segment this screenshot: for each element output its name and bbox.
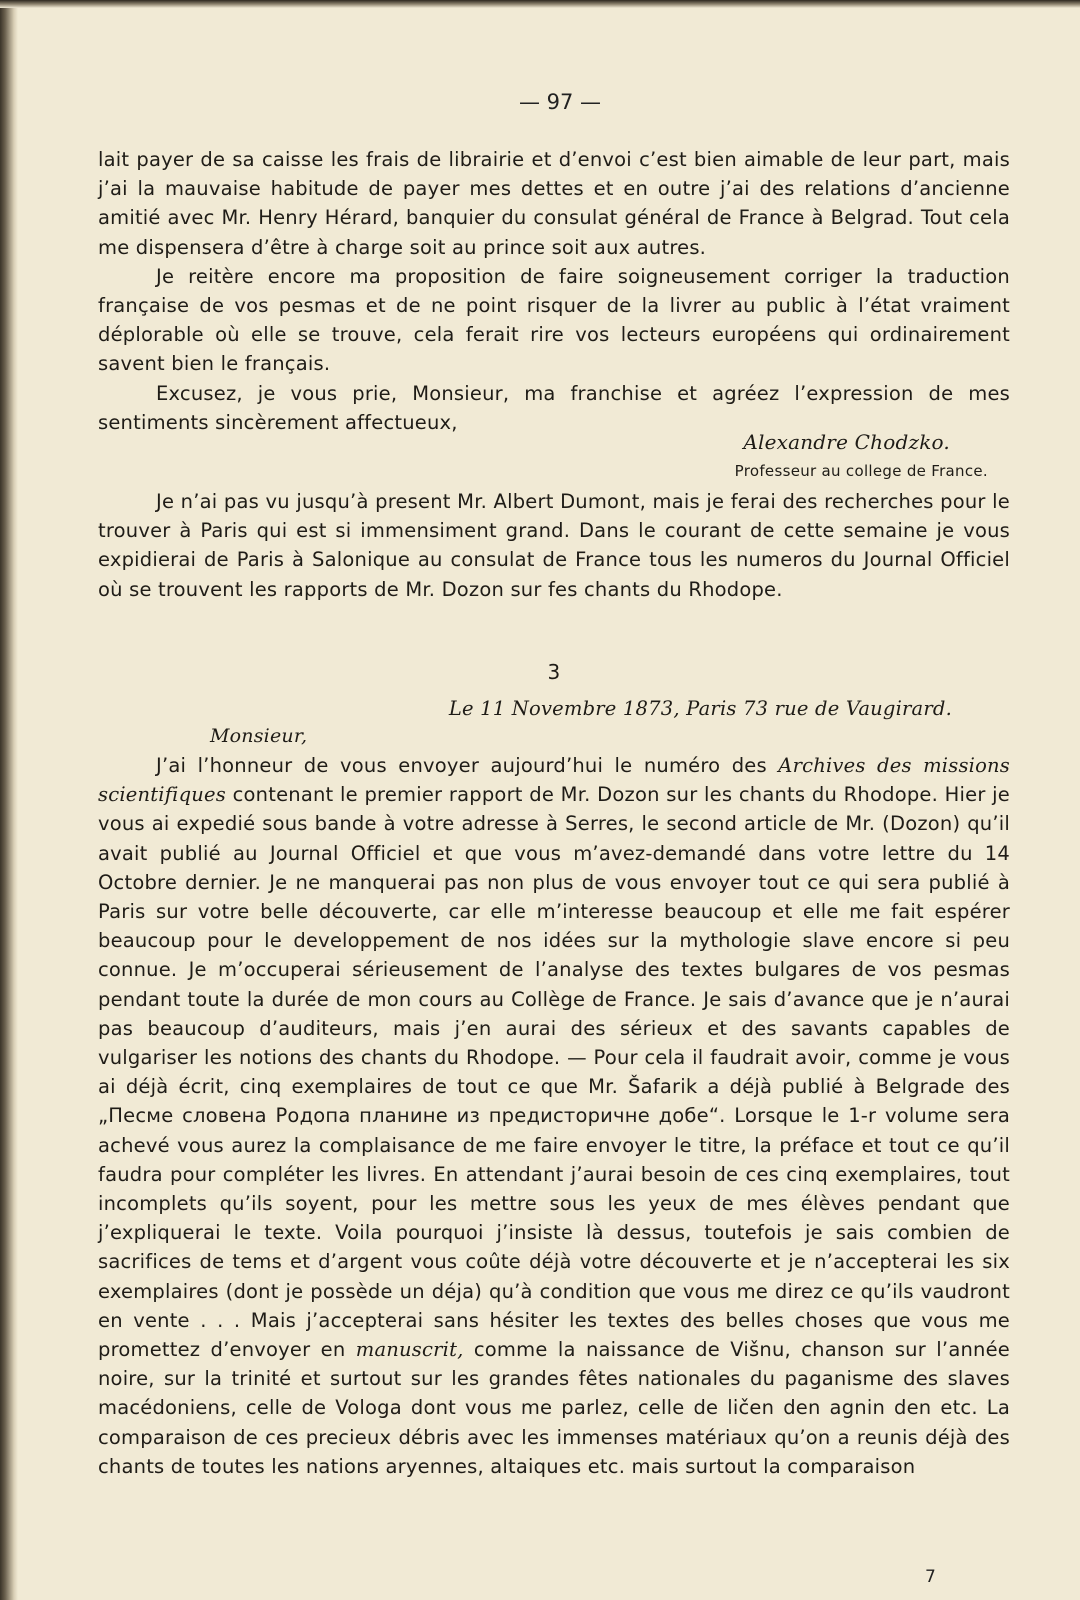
salutation: Monsieur,	[210, 725, 308, 747]
sheet-number: 7	[925, 1567, 936, 1587]
postscript	[98, 487, 1010, 604]
page-number: — 97 —	[518, 90, 602, 114]
signature-title: Professeur au college de France.	[734, 462, 988, 480]
letter-body	[98, 751, 1010, 1481]
paragraph-5-middle: contenant le premier rapport de Mr. Dozon sur les chants du Rhodope. Hier je vous ai expedié sous bande à votre adresse à Serres, le second article de Mr. (Dozon) qu’il avait publié au Journal Officiel et que vous m’avez-demandé dans votre lettre du 14 Octobre dernier. Je ne manquerai pas non plus de vous envoyer tout ce qui sera publié à Paris sur votre belle découverte, car elle m’interesse beaucoup et elle me fait espérer beaucoup pour le developpement de nos idées sur la mythologie slave encore si peu connue. Je m’occuperai sérieusement de l’analyse des textes bulgares de vos pesmas pendant toute la durée de mon cours au Collège de France. Je sais d’avance que je n’aurai pas beaucoup d’auditeurs, mais j’en aurai des sérieux et des savants capables de vulgariser les notions des chants du Rhodope. — Pour cela il faudrait avoir, comme je vous ai déjà écrit, cinq exemplaires de tout ce que Mr. Šafarik a déjà publié à Belgrade des „Песме словена Родопа планине из предисторичне добе“. Lorsque le 1-r volume sera achevé vous aurez la complaisance de me faire envoyer le titre, la préface et tout ce qu’il faudra pour compléter les livres. En attendant j’aurai besoin de ces cinq exemplaires, tout incomplets qu’ils soyent, pour les mettre sous les yeux de mes élèves pendant que j’expliquerai le texte. Voila pourquoi j’insiste là dessus, toutefois je sais combien de sacrifices de tems et d’argent vous coûte déjà votre découverte et je n’accepterai les six exemplaires (dont je possède un déja) qu’à condition que vous me direz ce qu’ils vaudront en vente . . . Mais j’accepterai sans hésiter les textes des belles choses que vous me promettez d’envoyer en	[98, 783, 1010, 1362]
paragraph-3: Excusez, je vous prie, Monsieur, ma franchise et agréez l’expression de mes sentiments sincèrement affectueux,	[98, 381, 1010, 434]
signature: Alexandre Chodzko.	[743, 430, 950, 454]
paragraph-5-end: comme la naissance de Višnu, chanson sur l’année noire, sur la trinité et surtout sur les grandes fêtes nationales du paganisme des slaves macédoniens, celle de Vologa dont vous me parlez, celle de ličen den agnin den etc. La comparaison de ces precieux débris avec les immenses matériaux qu’on a reunis déjà des chants de toutes les nations aryennes, altaiques etc. mais surtout la comparaison	[98, 1338, 1010, 1478]
page-top-shadow	[0, 0, 1080, 8]
paragraph-1: lait payer de sa caisse les frais de librairie et d’envoi c’est bien aimable de leur part, mais j’ai la mauvaise habitude de payer mes dettes et en outre j’ai des relations d’ancienne amitié avec Mr. Henry Hérard, banquier du consulat général de France à Belgrad. Tout cela me dispensera d’être à charge soit au prince soit aux autres.	[98, 148, 1010, 259]
paragraph-5-start: J’ai l’honneur de vous envoyer aujourd’hui le numéro des	[156, 754, 779, 777]
manuscrit-word: manuscrit,	[355, 1338, 464, 1362]
paragraph-2: Je reitère encore ma proposition de faire soigneusement corriger la traduction française de vos pesmas et de ne point risquer de la livrer au public à l’état vraiment déplorable où elle se trouve, cela ferait rire vos lecteurs européens qui ordinairement savent bien le français.	[98, 264, 1010, 376]
paragraph-5	[98, 751, 1010, 1481]
letter-dateline: Le 11 Novembre 1873, Paris 73 rue de Vaugirard.	[448, 697, 952, 720]
letter-continuation	[98, 145, 1010, 437]
paragraph-4: Je n’ai pas vu jusqu’à present Mr. Albert Dumont, mais je ferai des recherches pour le trouver à Paris qui est si immensiment grand. Dans le courant de cette semaine je vous expidierai de Paris à Salonique au consulat de France tous les numeros du Journal Officiel où se trouvent les rapports de Mr. Dozon sur fes chants du Rhodope.	[98, 490, 1010, 601]
journal-title: Archives des missions scientifiques	[98, 754, 1010, 807]
page-binding-shadow	[0, 0, 18, 1600]
letter-number: 3	[547, 660, 561, 684]
